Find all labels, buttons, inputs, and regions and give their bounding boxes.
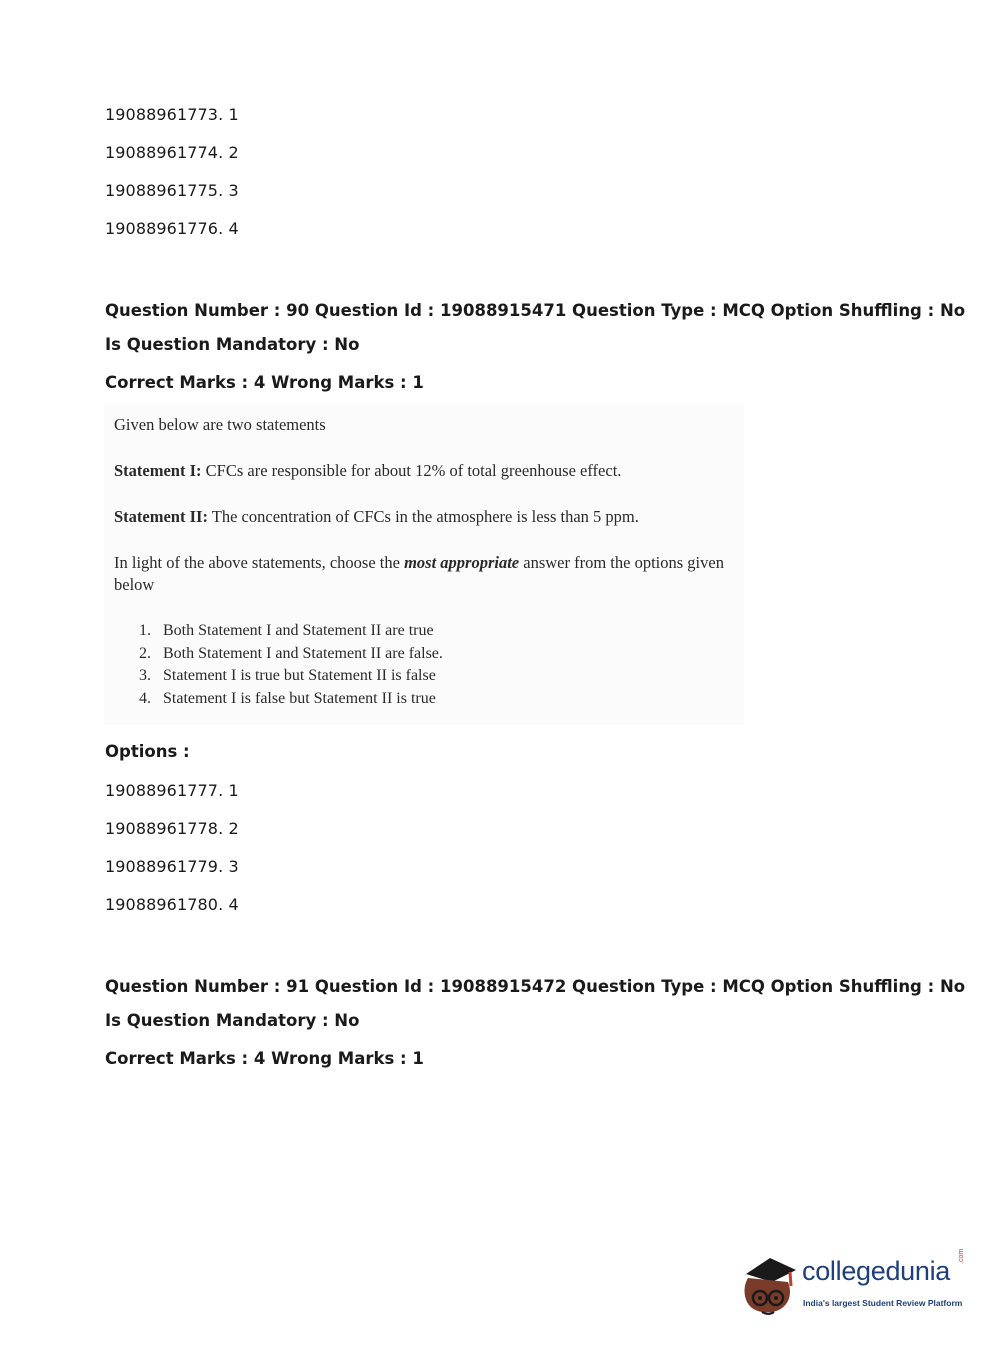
statement-2	[114, 507, 639, 527]
choice-number: 1.	[139, 622, 151, 639]
prompt-part: answer from the options given	[519, 553, 724, 572]
choice-item	[139, 622, 443, 645]
question-90-body	[104, 405, 744, 725]
choice-list	[139, 622, 443, 713]
question-90-mandatory: Is Question Mandatory : No	[105, 335, 360, 354]
options-label: Options :	[105, 742, 190, 761]
statement-1-label: Statement I:	[114, 461, 202, 480]
question-intro: Given below are two statements	[114, 415, 326, 434]
option-line: 19088961778. 2	[105, 819, 239, 838]
choice-text: Both Statement I and Statement II are true	[163, 622, 434, 639]
prompt-emphasis: most appropriate	[404, 553, 520, 572]
question-91-marks: Correct Marks : 4 Wrong Marks : 1	[105, 1049, 424, 1068]
question-90-marks: Correct Marks : 4 Wrong Marks : 1	[105, 373, 424, 392]
statement-2-label: Statement II:	[114, 507, 208, 526]
option-line: 19088961780. 4	[105, 895, 239, 914]
statement-1	[114, 461, 621, 481]
choice-text: Statement I is true but Statement II is false	[163, 667, 436, 685]
option-line: 19088961774. 2	[105, 143, 239, 162]
logo-wordmark: collegedunia	[802, 1256, 951, 1286]
mascot-icon	[740, 1248, 802, 1320]
choice-item	[139, 645, 443, 668]
option-line: 19088961775. 3	[105, 181, 239, 200]
statement-2-text: The concentration of CFCs in the atmosphere is less than 5 ppm.	[207, 507, 639, 526]
logo-suffix: .com	[958, 1248, 965, 1264]
option-line: 19088961776. 4	[105, 219, 239, 238]
question-prompt-end: below	[114, 575, 155, 594]
collegedunia-logo	[740, 1248, 975, 1320]
choice-text: Statement I is false but Statement II is true	[163, 690, 436, 708]
statement-1-text: CFCs are responsible for about 12% of total greenhouse effect.	[201, 461, 622, 480]
choice-number: 4.	[139, 690, 151, 708]
prompt-part: In light of the above statements, choose the	[114, 553, 405, 572]
choice-item	[139, 667, 443, 690]
choice-text: Both Statement I and Statement II are false.	[163, 644, 443, 662]
choice-number: 3.	[139, 667, 151, 685]
question-91-header: Question Number : 91 Question Id : 19088915472 Question Type : MCQ Option Shuffling : No	[105, 977, 966, 996]
choice-item	[139, 690, 443, 713]
question-91-mandatory: Is Question Mandatory : No	[105, 1011, 360, 1030]
option-line: 19088961773. 1	[105, 105, 239, 124]
option-line: 19088961777. 1	[105, 781, 239, 800]
choice-number: 2.	[139, 644, 151, 662]
question-90-header: Question Number : 90 Question Id : 19088915471 Question Type : MCQ Option Shuffling : No	[105, 301, 966, 320]
logo-tagline: India's largest Student Review Platform	[803, 1298, 963, 1308]
question-prompt	[114, 553, 724, 573]
option-line: 19088961779. 3	[105, 857, 239, 876]
